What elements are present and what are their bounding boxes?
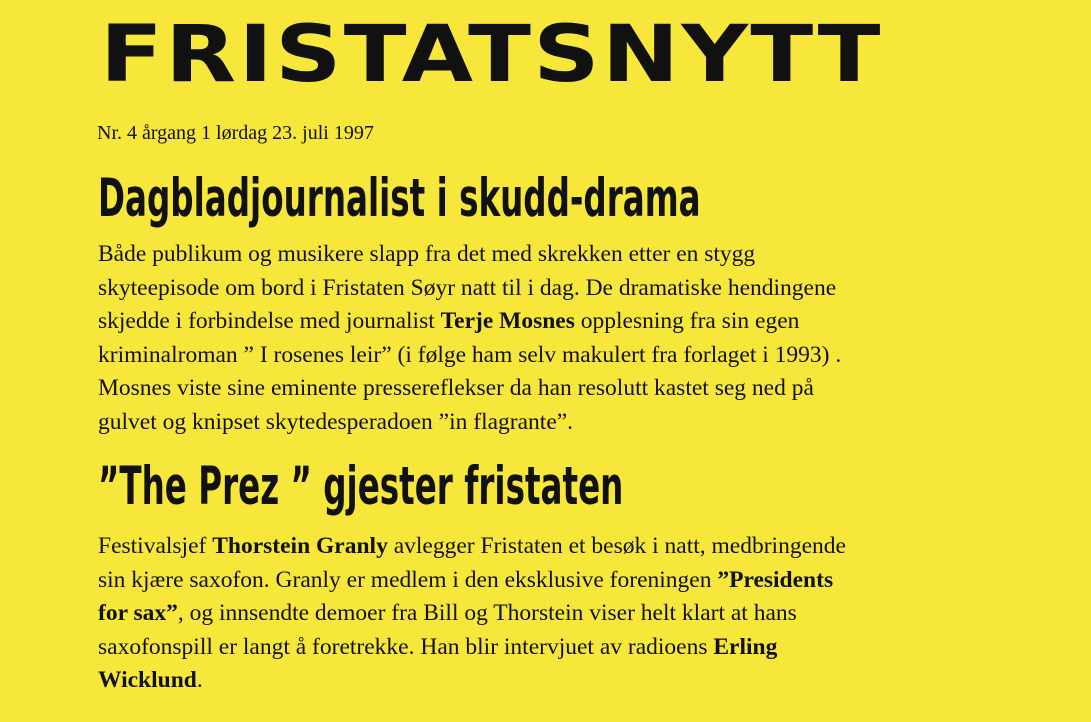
issue-line: Nr. 4 årgang 1 lørdag 23. juli 1997 [97, 122, 374, 144]
article1-body [98, 238, 1058, 439]
article1-line: kriminalroman ” I rosenes leir” (i følge ham selv makulert fra forlaget i 1993) . [98, 341, 842, 368]
article1-line: Mosnes viste sine eminente pressereflekser da han resolutt kastet seg ned på [98, 375, 814, 401]
article2-line: saxofonspill er langt å foretrekke. Han blir intervjuet av radioens Erling [98, 633, 778, 660]
article2-line: sin kjære saxofon. Granly er medlem i den eksklusive foreningen ”Presidents [98, 566, 834, 593]
article2-line: Wicklund. [98, 667, 203, 693]
person-name: Wicklund [98, 667, 197, 693]
person-name: Terje Mosnes [440, 308, 575, 334]
article2-body [98, 530, 1058, 698]
person-name: Thorstein Granly [212, 533, 388, 559]
person-name: Erling [713, 633, 778, 660]
article1-line: gulvet og knipset skytedesperadoen ”in flagrante”. [98, 408, 574, 435]
article1-headline: Dagbladjournalist i skudd-drama [98, 168, 701, 230]
article1-line: Både publikum og musikere slapp fra det med skrekken etter en stygg [98, 241, 756, 267]
article2-line: for sax”, og innsendte demoer fra Bill og Thorstein viser helt klart at hans [98, 600, 797, 626]
article2-line: Festivalsjef Thorstein Granly avlegger Fristaten et besøk i natt, medbringende [98, 533, 846, 559]
association-name: for sax” [98, 600, 178, 626]
article2-headline: ”The Prez ” gjester fristaten [98, 456, 624, 518]
masthead-title: FRISTATSNYTT [100, 10, 883, 100]
article1-line: skjedde i forbindelse med journalist Terje Mosnes opplesning fra sin egen [98, 308, 800, 334]
article1-line: skyteepisode om bord i Fristaten Søyr natt til i dag. De dramatiske hendingene [98, 274, 837, 301]
association-name: ”Presidents [717, 566, 834, 593]
